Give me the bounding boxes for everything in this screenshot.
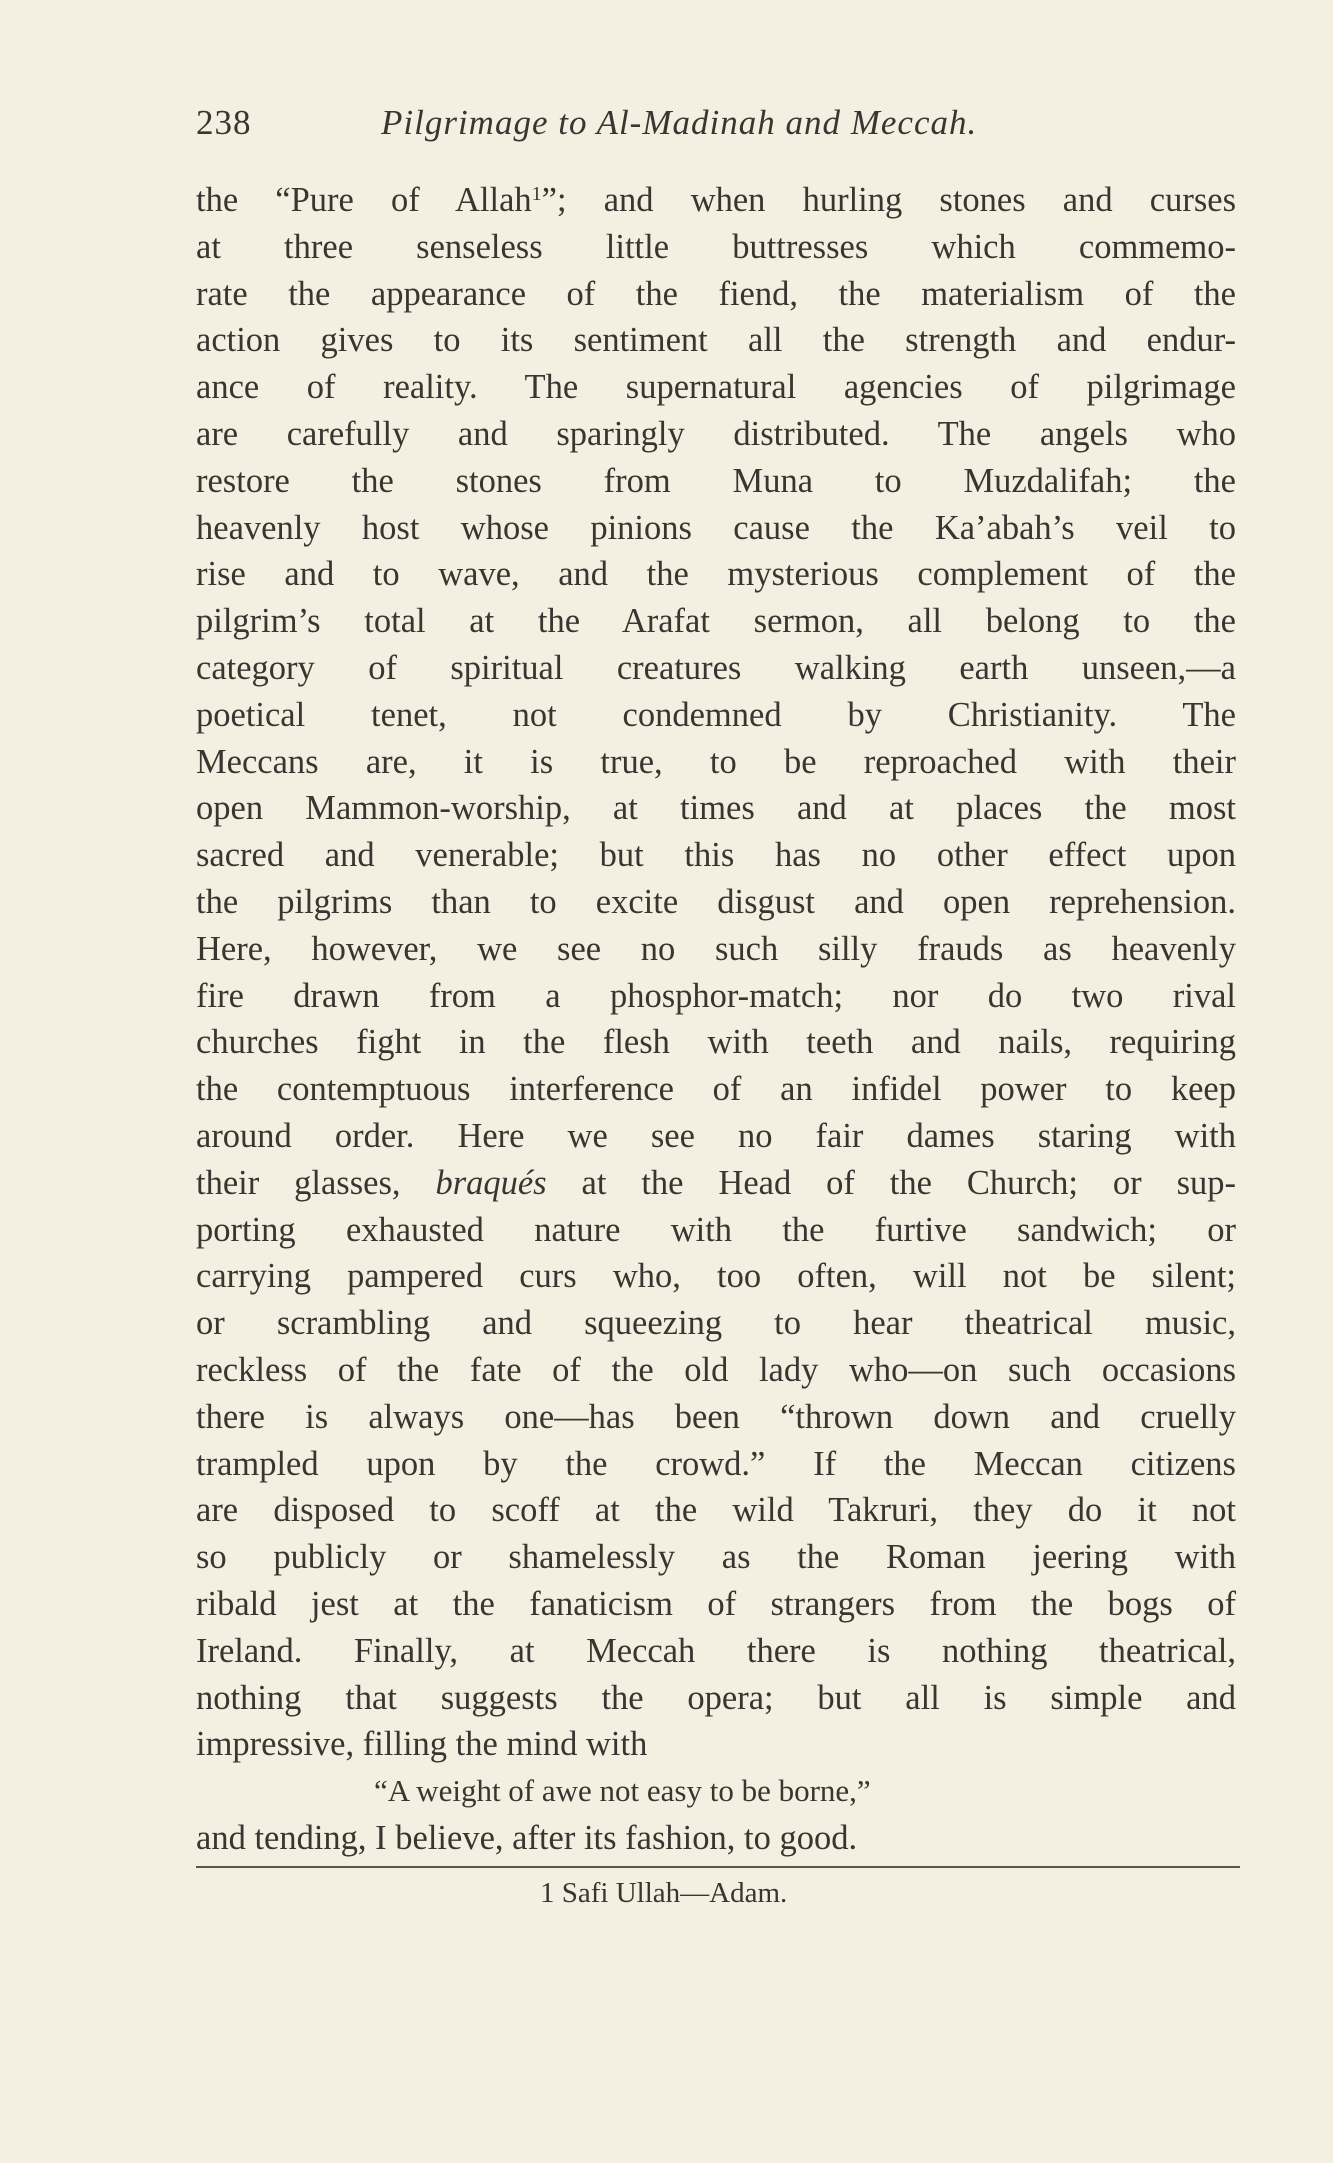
italic-term: braqués [435,1163,547,1202]
text-line: around order. Here we see no fair dames staring with [196,1116,1236,1155]
text-line: restore the stones from Muna to Muzdalifah; the [196,461,1236,500]
text-line: nothing that suggests the opera; but all is simple and [196,1678,1236,1717]
text-line: are carefully and sparingly distributed. The angels who [196,414,1236,453]
text-line: so publicly or shamelessly as the Roman jeering with [196,1538,1236,1577]
text-line: impressive, filling the mind with [196,1725,648,1764]
text-line: trampled upon by the crowd.” If the Meccan citizens [196,1444,1236,1483]
text-span: the “Pure of Allah [196,181,532,219]
footnote: 1 Safi Ullah—Adam. [540,1877,788,1909]
page-number: 238 [196,103,252,142]
text-line [196,1160,1236,1207]
text-line: fire drawn from a phosphor-match; nor do two rival [196,976,1236,1015]
text-line: and tending, I believe, after its fashion, to good. [196,1818,858,1857]
text-line: poetical tenet, not condemned by Christianity. The [196,695,1236,734]
text-line: sacred and venerable; but this has no other effect upon [196,836,1236,875]
text-line [196,177,1236,224]
text-line: the contemptuous interference of an infidel power to keep [196,1070,1236,1109]
text-line: the pilgrims than to excite disgust and open reprehension. [196,882,1236,921]
text-line: pilgrim’s total at the Arafat sermon, all belong to the [196,602,1236,641]
body-text [196,177,1236,1862]
text-line: category of spiritual creatures walking earth unseen,—a [196,648,1236,687]
text-line: Ireland. Finally, at Meccah there is nothing theatrical, [196,1631,1236,1670]
running-title: Pilgrimage to Al-Madinah and Meccah. [381,103,978,142]
text-line: reckless of the fate of the old lady who—on such occasions [196,1350,1236,1389]
text-line: ribald jest at the fanaticism of strangers from the bogs of [196,1584,1236,1623]
text-line: or scrambling and squeezing to hear theatrical music, [196,1304,1236,1343]
text-line: churches fight in the flesh with teeth and nails, requiring [196,1023,1236,1062]
text-line: at three senseless little buttresses which commemo- [196,227,1236,266]
text-line: Here, however, we see no such silly frauds as heavenly [196,929,1236,968]
text-line: rise and to wave, and the mysterious complement of the [196,555,1236,594]
text-line: there is always one—has been “thrown down and cruelly [196,1397,1236,1436]
text-line: are disposed to scoff at the wild Takruri, they do it not [196,1491,1236,1530]
text-span: at the Head of the Church; or sup- [546,1163,1236,1202]
text-line: Meccans are, it is true, to be reproached with their [196,742,1236,781]
text-line: open Mammon-worship, at times and at places the most [196,789,1236,828]
text-line: heavenly host whose pinions cause the Ka’abah’s veil to [196,508,1236,547]
text-line: rate the appearance of the fiend, the materialism of the [196,274,1236,313]
text-line: ance of reality. The supernatural agencies of pilgrimage [196,368,1236,407]
text-line: action gives to its sentiment all the strength and endur- [196,321,1236,360]
text-line: carrying pampered curs who, too often, will not be silent; [196,1257,1236,1296]
text-span: ”; and when hurling stones and curses [541,181,1236,219]
text-span: their glasses, [196,1163,436,1202]
text-line: porting exhausted nature with the furtive sandwich; or [196,1210,1236,1249]
quotation-line: “A weight of awe not easy to be borne,” [374,1773,871,1809]
page-header [196,98,1236,158]
footnote-reference[interactable]: 1 [531,183,542,205]
